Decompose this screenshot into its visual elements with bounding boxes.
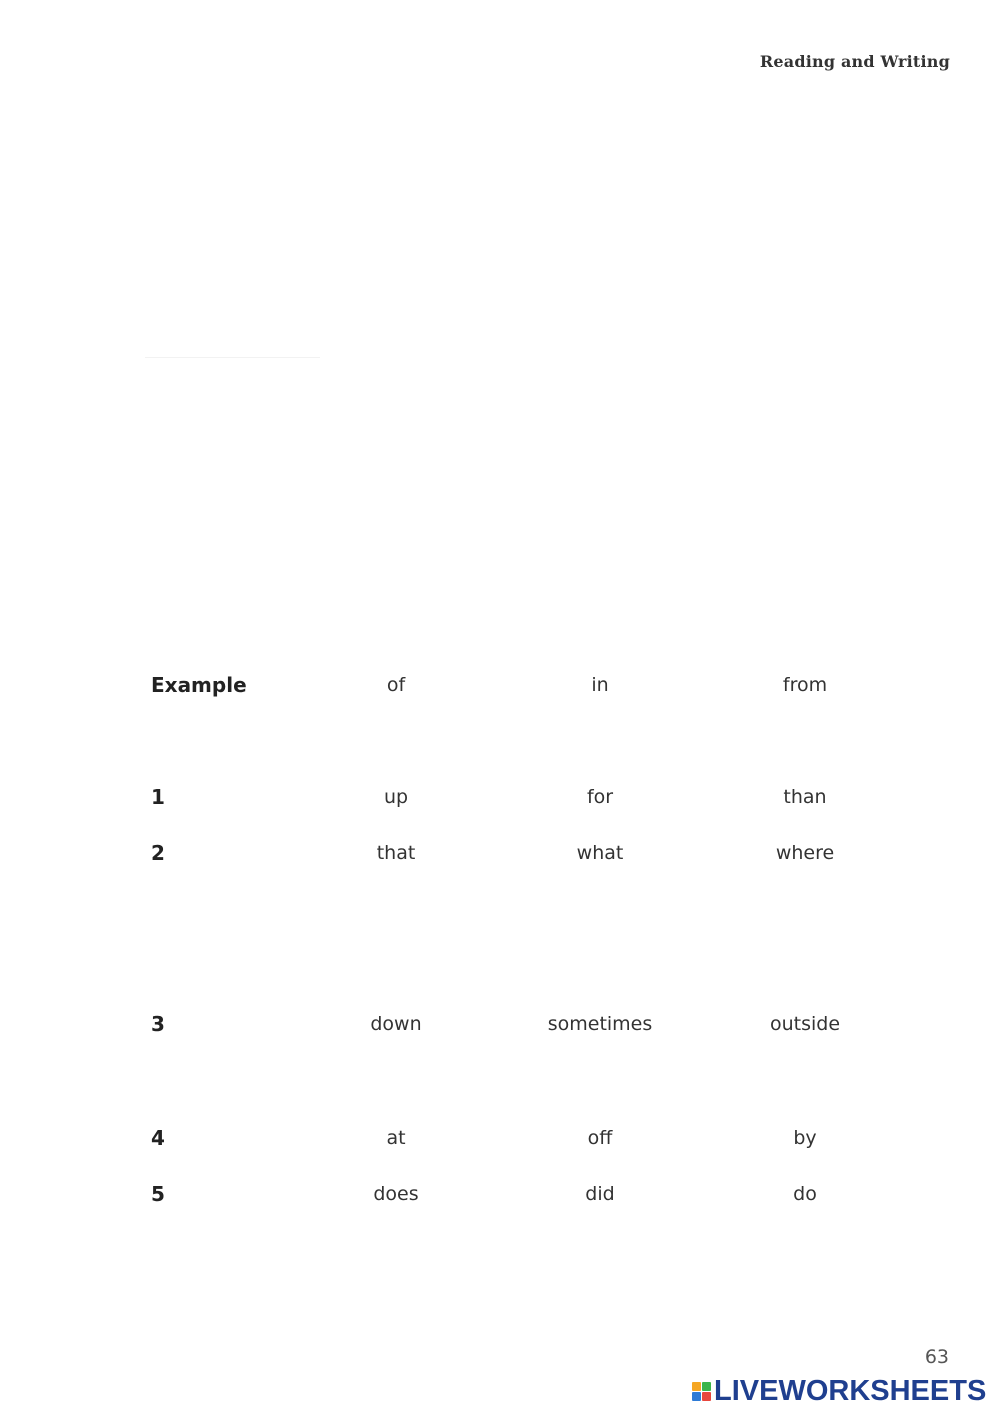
row-label: 3	[151, 1012, 165, 1036]
option-a[interactable]: does	[373, 1183, 419, 1205]
option-c[interactable]: by	[793, 1127, 817, 1149]
logo-tile-icon	[692, 1382, 701, 1391]
logo-tile-icon	[702, 1392, 711, 1401]
option-c[interactable]: from	[782, 674, 828, 696]
option-c[interactable]: outside	[769, 1013, 841, 1035]
liveworksheets-logo-icon	[692, 1382, 711, 1401]
option-a[interactable]: of	[386, 674, 406, 696]
option-a[interactable]: at	[386, 1127, 406, 1149]
row-label: 4	[151, 1126, 165, 1150]
option-c[interactable]: than	[783, 786, 827, 808]
page-header-title: Reading and Writing	[759, 52, 950, 71]
option-b[interactable]: in	[591, 674, 609, 696]
question-row-4	[0, 1118, 1000, 1158]
option-b[interactable]: sometimes	[547, 1013, 653, 1035]
option-a[interactable]: that	[376, 842, 416, 864]
option-b[interactable]: what	[576, 842, 624, 864]
option-a[interactable]: down	[370, 1013, 422, 1035]
question-row-1	[0, 777, 1000, 817]
page-number: 63	[924, 1346, 949, 1368]
option-c[interactable]: do	[793, 1183, 817, 1205]
option-b[interactable]: did	[585, 1183, 615, 1205]
logo-tile-icon	[702, 1382, 711, 1391]
question-row-3	[0, 1004, 1000, 1044]
option-c[interactable]: where	[775, 842, 835, 864]
liveworksheets-brand[interactable]	[692, 1374, 986, 1408]
row-label: 1	[151, 785, 165, 809]
question-row-2	[0, 833, 1000, 873]
question-row-example	[0, 665, 1000, 705]
brand-wordmark: LIVEWORKSHEETS	[714, 1375, 987, 1407]
row-label: Example	[151, 673, 247, 697]
option-a[interactable]: up	[383, 786, 409, 808]
row-label: 2	[151, 841, 165, 865]
faint-divider	[145, 357, 320, 358]
logo-tile-icon	[692, 1392, 701, 1401]
option-b[interactable]: for	[586, 786, 614, 808]
question-row-5	[0, 1174, 1000, 1214]
option-b[interactable]: off	[587, 1127, 613, 1149]
row-label: 5	[151, 1182, 165, 1206]
